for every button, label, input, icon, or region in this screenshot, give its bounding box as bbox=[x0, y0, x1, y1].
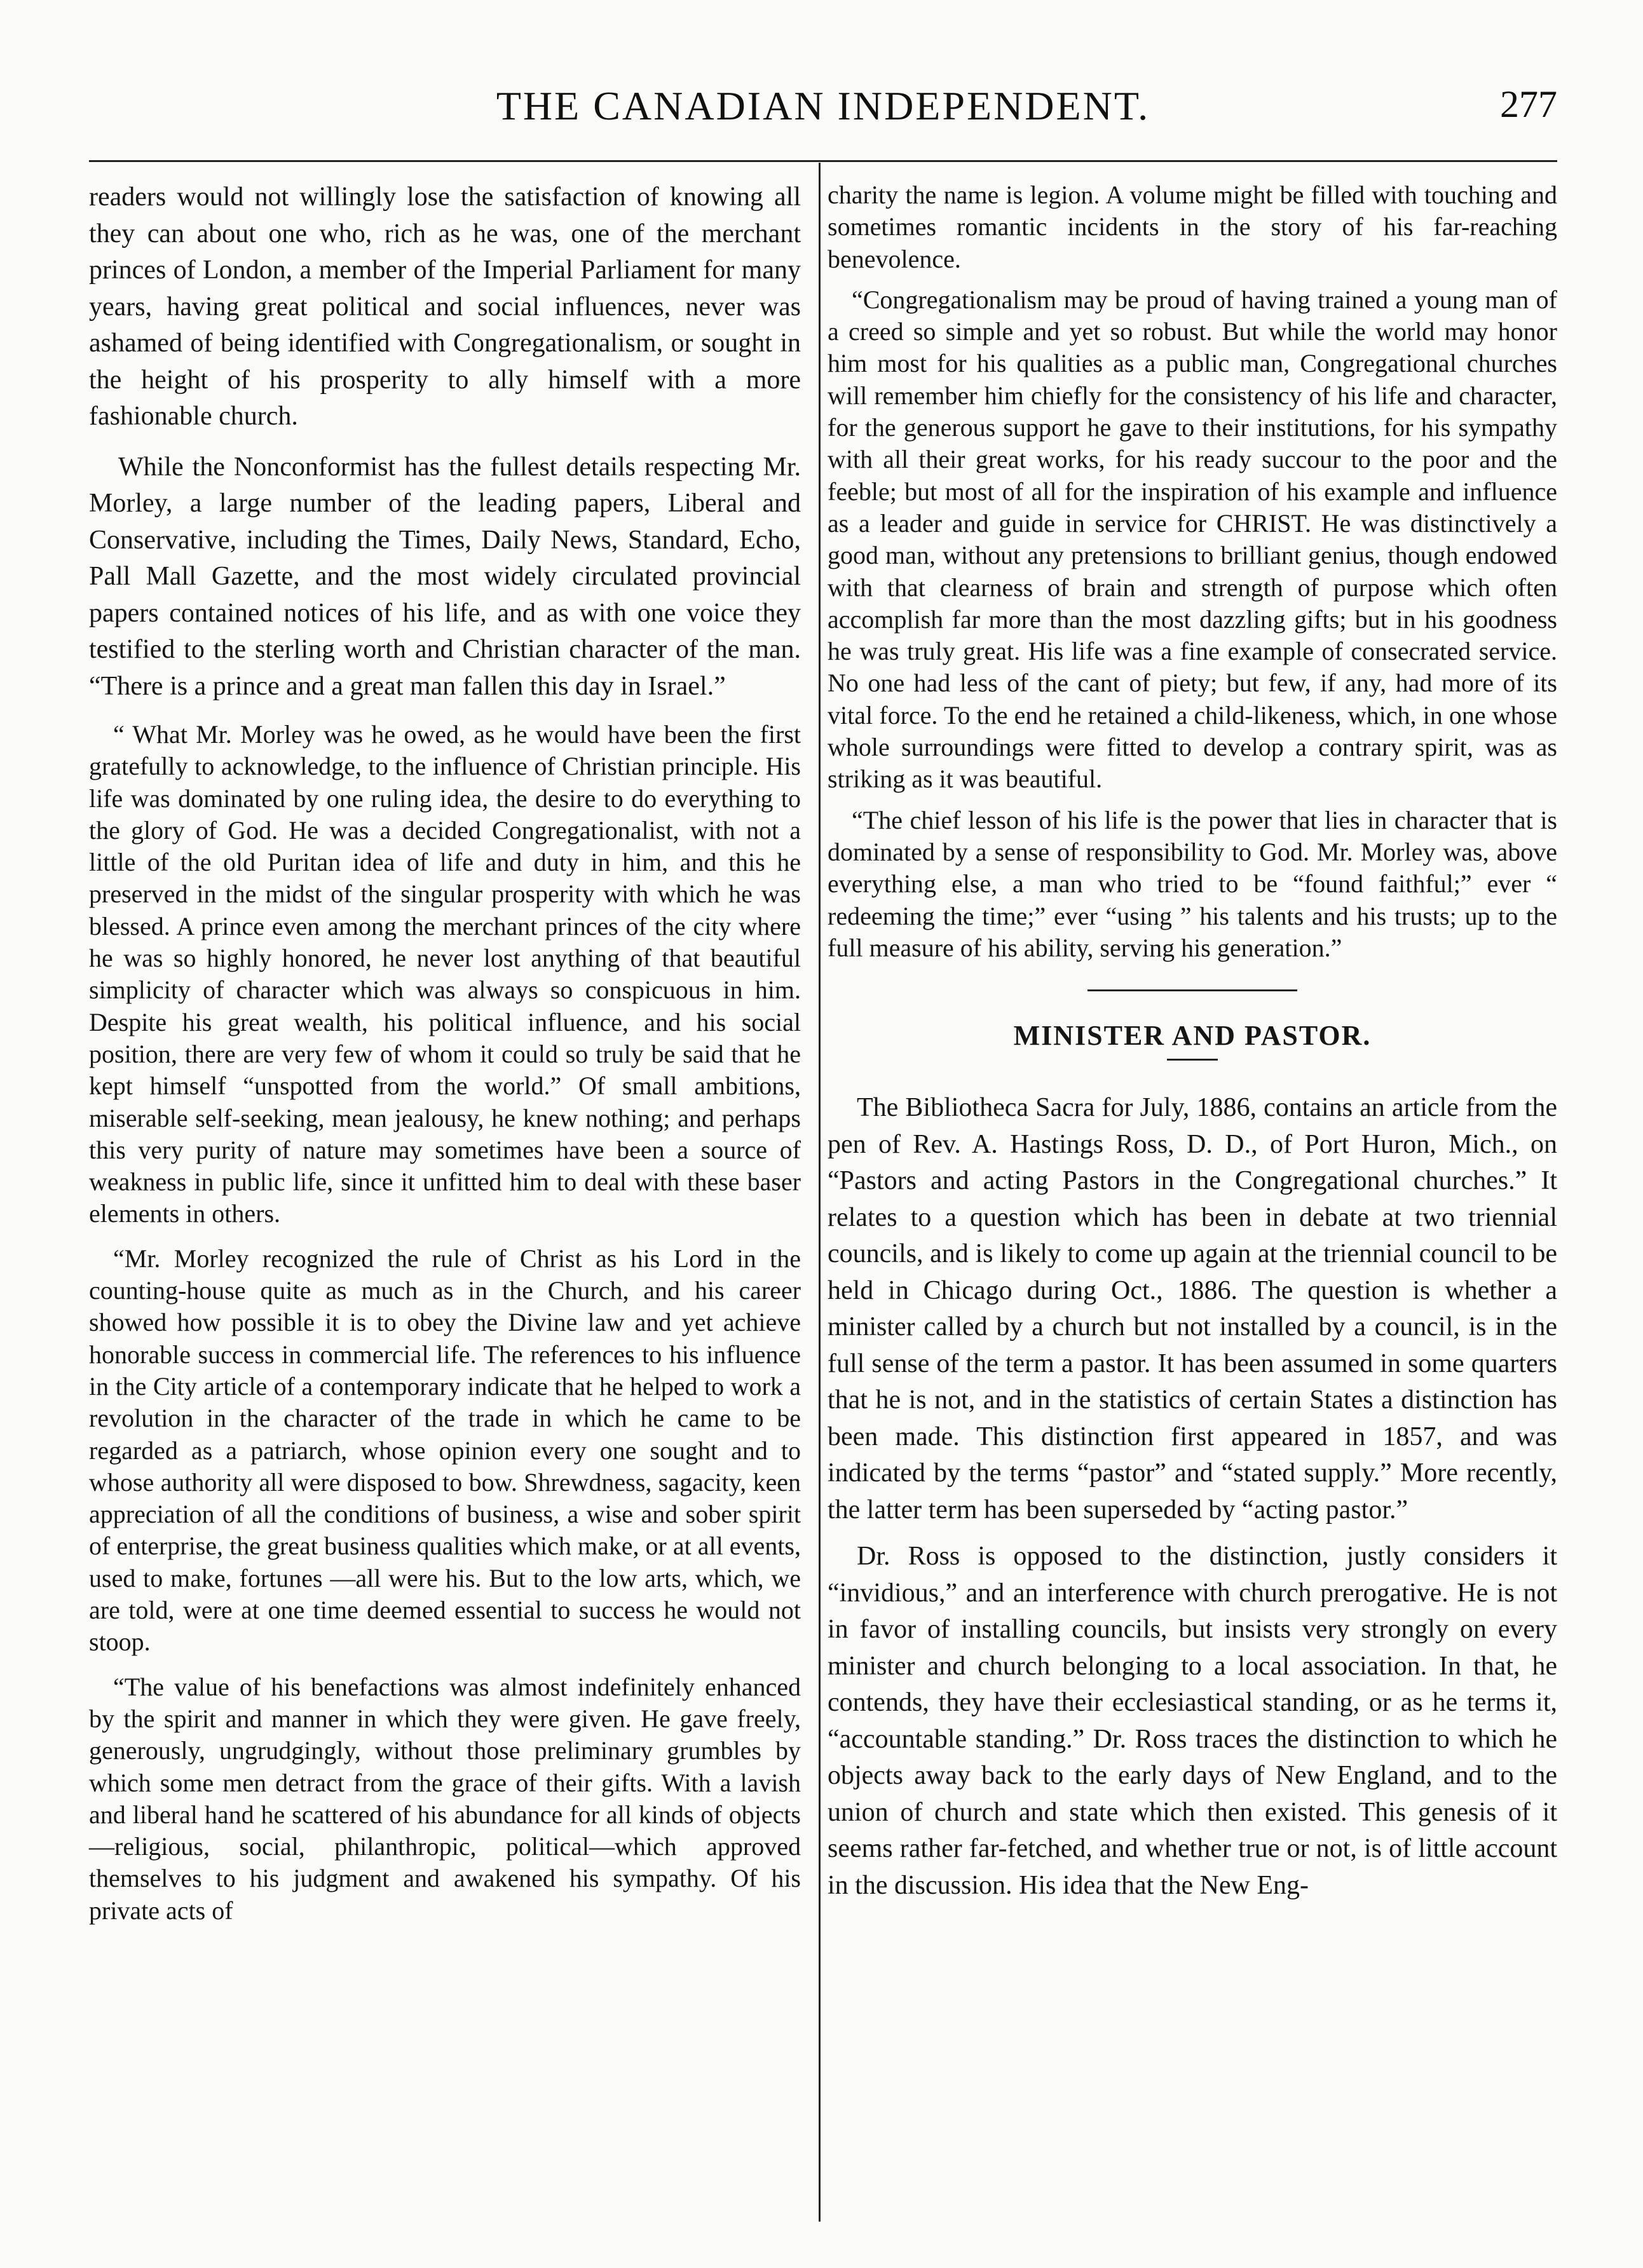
paragraph: “ What Mr. Morley was he owed, as he would have been the first gratefully to acknowledge, to the influence of Christian principle. His life was dominated by one ruling idea, the desire to do everything to the glory of God. He was a decided Congregationalist, with not a little of the old Puritan idea of life and duty in him, and this he preserved in the midst of the singular prosperity with which he was blessed. A prince even among the merchant princes of the city where he was so highly honored, he never lost anything of that beautiful simplicity of character which was always so conspicuous in him. Despite his great wealth, his political influence, and his social position, there are very few of whom it could so truly be said that he kept himself “unspotted from the world.” Of small ambitions, miserable self-seeking, mean jealousy, he knew nothing; and perhaps this very purity of nature may sometimes have been a source of weakness in public life, since it unfitted him to deal with these baser elements in others. bbox=[89, 720, 801, 1228]
right-dense-text bbox=[828, 179, 1557, 964]
left-wide-text bbox=[89, 179, 801, 705]
column-divider bbox=[819, 163, 821, 2222]
paragraph: readers would not willingly lose the satisfaction of knowing all they can about one who, rich as he was, one of the merchant princes of London, a member of the Imperial Parliament for many years, having great political and social influences, never was ashamed of being identified with Congregationalism, or sought in the height of his prosperity to ally himself with a more fashionable church. bbox=[89, 182, 801, 431]
paragraph: While the Nonconformist has the fullest details respecting Mr. Morley, a large number of the leading papers, Liberal and Conservative, including the Times, Daily News, Standard, Echo, Pall Mall Gazette, and the most widely circulated provincial papers contained notices of his life, and as with one voice they testified to the sterling worth and Christian character of the man. “There is a prince and a great man fallen this day in Israel.” bbox=[89, 452, 801, 701]
paragraph: “The chief lesson of his life is the power that lies in character that is dominated by a sense of responsibility to God. Mr. Morley was, above everything else, a man who tried to be “found faithful;” ever “ redeeming the time;” ever “using ” his talents and his trusts; up to the full measure of his ability, serving his generation.” bbox=[828, 805, 1557, 962]
paragraph: The Bibliotheca Sacra for July, 1886, contains an article from the pen of Rev. A. Hastings Ross, D. D., of Port Huron, Mich., on “Pastors and acting Pastors in the Congregational churches.” It relates to a question which has been in debate at two triennial councils, and is likely to come up again at the triennial council to be held in Chicago during Oct., 1886. The question is whether a minister called by a church but not installed by a council, is in the full sense of the term a pastor. It has been assumed in some quarters that he is not, and in the statistics of certain States a distinction has been made. This distinction first appeared in 1857, and was indicated by the terms “pastor” and “stated supply.” More recently, the latter term has been superseded by “acting pastor.” bbox=[828, 1093, 1557, 1524]
section-rule bbox=[1087, 989, 1297, 991]
right-column bbox=[828, 179, 1557, 1914]
section-subrule bbox=[1167, 1059, 1218, 1061]
left-column bbox=[89, 179, 801, 1939]
paragraph: Dr. Ross is opposed to the distinction, justly considers it “invidious,” and an interference with church prerogative. He is not in favor of installing councils, but insists very strongly on every minister and church belonging to a local association. In that, he contends, they have their ecclesiastical standing, or as he terms it, “accountable standing.” Dr. Ross traces the distinction to which he objects away back to the early days of New England, and to the union of church and state which then existed. This genesis of it seems rather far-fetched, and whether true or not, is of little account in the discussion. His idea that the New Eng- bbox=[828, 1542, 1557, 1900]
journal-title: THE CANADIAN INDEPENDENT. bbox=[496, 83, 1150, 128]
page-number: 277 bbox=[1500, 83, 1557, 125]
paragraph: “Congregationalism may be proud of having trained a young man of a creed so simple and yet so robust. But while the world may honor him most for his qualities as a public man, Congregational churches will remember him chiefly for the consistency of his life and character, for the generous support he gave to their institutions, for his sympathy with all their great works, for his ready succour to the poor and the feeble; but most of all for the inspiration of his example and influence as a leader and guide in service for CHRIST. He was distinctively a good man, without any pretensions to brilliant genius, though endowed with that clearness of brain and strength of purpose which often accomplish far more than the most dazzling gifts; but in his goodness he was truly great. His life was a fine example of consecrated service. No one had less of the cant of piety; but few, if any, had more of its vital force. To the end he retained a child-likeness, which, in one whose whole surroundings were fitted to develop a contrary spirit, was as striking as it was beautiful. bbox=[828, 285, 1557, 794]
paragraph: charity the name is legion. A volume might be filled with touching and sometimes romantic incidents in the story of his far-reaching benevolence. bbox=[828, 180, 1557, 273]
page-header bbox=[89, 83, 1557, 140]
paragraph: “Mr. Morley recognized the rule of Christ as his Lord in the counting-house quite as much as in the Church, and his career showed how possible it is to obey the Divine law and yet achieve honorable success in commercial life. The references to his influence in the City article of a contemporary indicate that he helped to work a revolution in the character of the trade in which he came to be regarded as a patriarch, whose opinion every one sought and to whose authority all were disposed to bow. Shrewdness, sagacity, keen appreciation of all the conditions of business, a wise and sober spirit of enterprise, the great business qualities which make, or at all events, used to make, fortunes —all were his. But to the low arts, which, we are told, were at one time deemed essential to success he would not stoop. bbox=[89, 1244, 801, 1657]
section-heading: MINISTER AND PASTOR. bbox=[1013, 1020, 1372, 1052]
left-dense-text bbox=[89, 719, 801, 1927]
right-wide-text bbox=[828, 1090, 1557, 1904]
header-rule bbox=[89, 160, 1557, 162]
paragraph: “The value of his benefactions was almost indefinitely enhanced by the spirit and manner in which they were given. He gave freely, generously, ungrudgingly, without those preliminary grumbles by which some men detract from the grace of their gifts. With a lavish and liberal hand he scattered of his abundance for all kinds of objects—religious, social, philanthropic, political—which approved themselves to his judgment and awakened his sympathy. Of his private acts of bbox=[89, 1672, 801, 1925]
